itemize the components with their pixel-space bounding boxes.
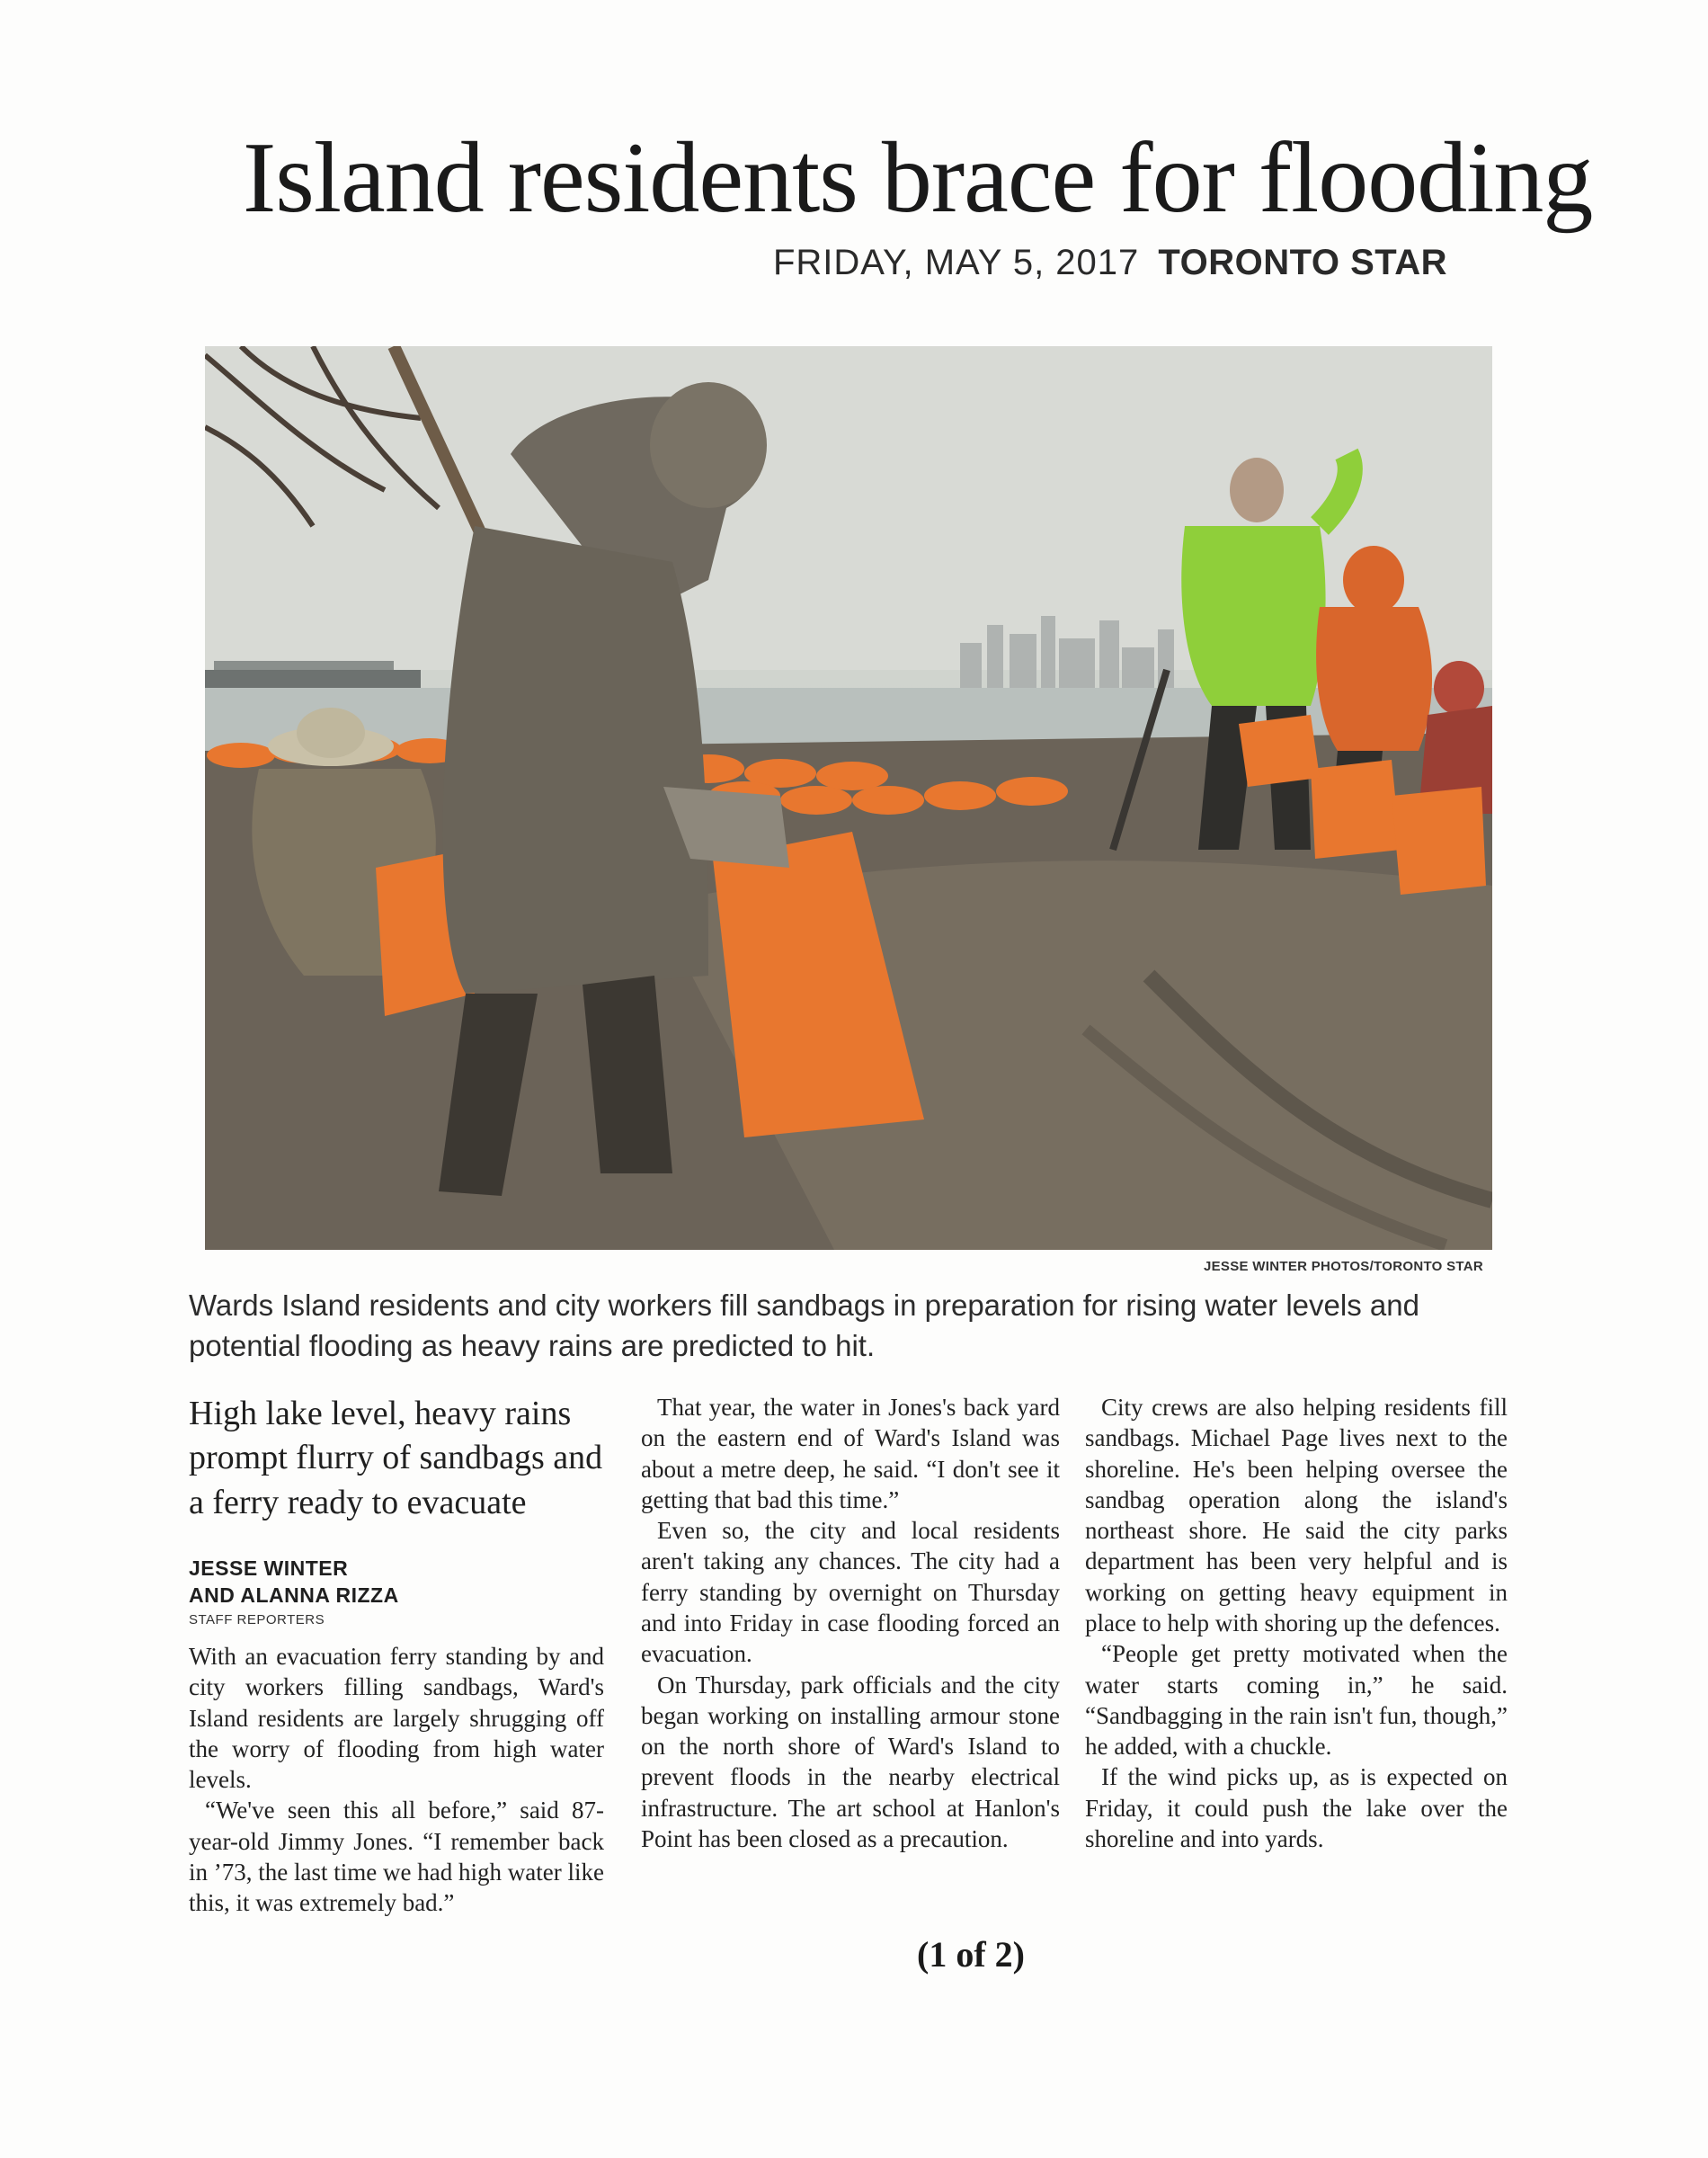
photo-caption: Wards Island residents and city workers fill sandbags in preparation for rising water levels and potential flooding as heavy rains are predicted to hit. bbox=[189, 1289, 1419, 1362]
body-paragraph: “We've seen this all before,” said 87-year-old Jimmy Jones. “I remember back in ’73, the last time we had high water like this, it was extremely bad.” bbox=[189, 1797, 604, 1917]
dateline bbox=[773, 243, 1447, 283]
body-paragraph: That year, the water in Jones's back yard on the eastern end of Ward's Island was about a metre deep, he said. “I don't see it getting that bad this time.” bbox=[641, 1394, 1060, 1513]
body-paragraph: If the wind picks up, as is expected on Friday, it could push the lake over the shoreline and into yards. bbox=[1085, 1763, 1508, 1852]
body-paragraph: With an evacuation ferry standing by and city workers filling sandbags, Ward's Island residents are largely shrugging off the worry of flooding from high water levels. bbox=[189, 1643, 604, 1794]
article-column-1 bbox=[189, 1392, 604, 1919]
article-column-2 bbox=[641, 1392, 1060, 1854]
body-paragraph: On Thursday, park officials and the city began working on installing armour stone on the north shore of Ward's Island to prevent floods in the nearby electrical infrastructure. The art school at Hanlon's Point has been closed as a precaution. bbox=[641, 1671, 1060, 1852]
publication-name: TORONTO STAR bbox=[1158, 243, 1447, 282]
photo-credit: JESSE WINTER PHOTOS/TORONTO STAR bbox=[1203, 1259, 1483, 1274]
page-marker: (1 of 2) bbox=[917, 1934, 1025, 1975]
publication-date: FRIDAY, MAY 5, 2017 bbox=[772, 243, 1140, 282]
worker-far-right bbox=[1434, 661, 1484, 715]
body-paragraph: Even so, the city and local residents aren't taking any chances. The city had a ferry standing by overnight on Thursday and into Friday in case flooding forced an evacuation. bbox=[641, 1517, 1060, 1668]
article-deck: High lake level, heavy rains prompt flurry of sandbags and a ferry ready to evacuate bbox=[189, 1395, 603, 1521]
body-paragraph: “People get pretty motivated when the water starts coming in,” he said. “Sandbagging in the rain isn't fun, though,” he added, with a chuckle. bbox=[1085, 1640, 1508, 1761]
sandbagging-photo bbox=[205, 346, 1492, 1250]
byline-author-2: AND ALANNA RIZZA bbox=[189, 1583, 399, 1608]
article-column-3 bbox=[1085, 1392, 1508, 1854]
byline-role: STAFF REPORTERS bbox=[189, 1611, 325, 1627]
sandbagging-scene bbox=[205, 346, 1492, 1250]
headline: Island residents brace for flooding bbox=[243, 122, 1593, 234]
ferry-dock bbox=[205, 670, 421, 690]
byline-author-1: JESSE WINTER bbox=[189, 1556, 349, 1581]
body-paragraph: City crews are also helping residents fill sandbags. Michael Page lives next to the shoreline. He's been helping oversee the sandbag operation along the island's northeast shore. He said the city parks department has been very helpful and is working on getting heavy equipment in place to help with shoring up the defences. bbox=[1085, 1394, 1508, 1636]
